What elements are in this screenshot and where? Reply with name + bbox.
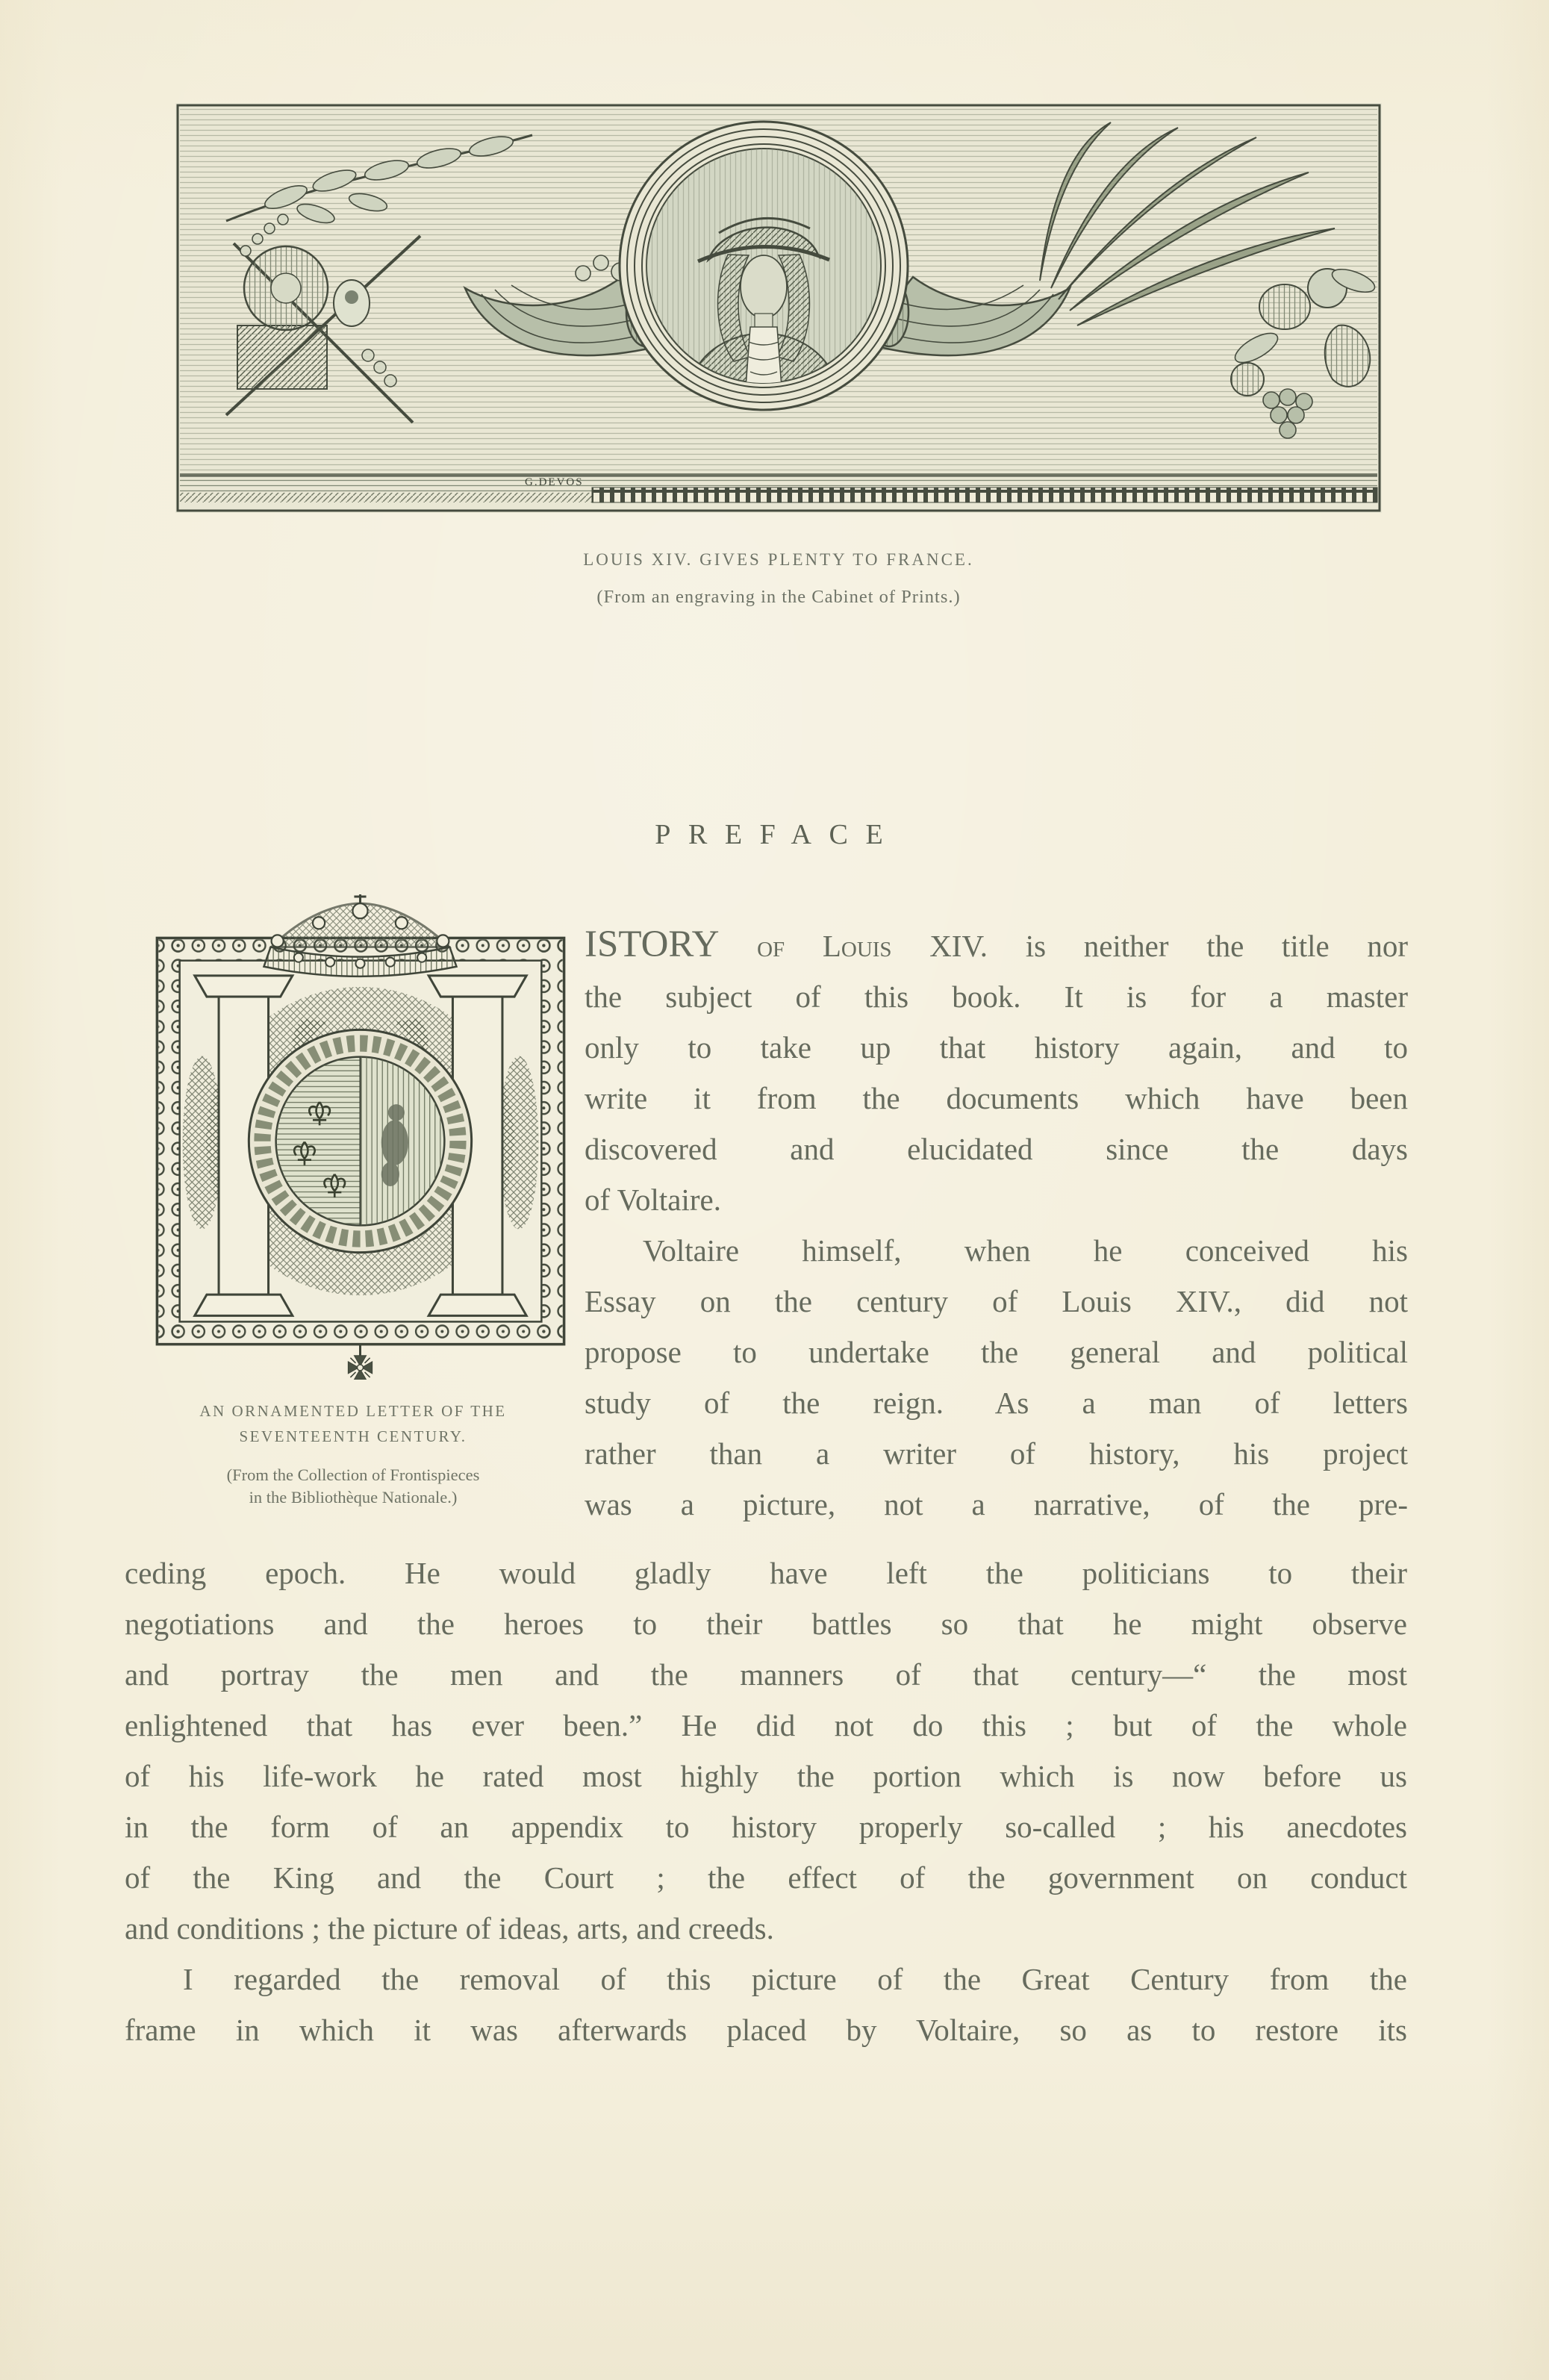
text-line: only to take up that history again, and to (585, 1030, 1408, 1065)
text-line: was a picture, not a narrative, of the pre- (585, 1487, 1408, 1521)
text-line: study of the reign. As a man of letters (585, 1386, 1408, 1420)
engraving-caption-source: (From an engraving in the Cabinet of Prints.) (596, 587, 961, 607)
text-line: frame in which it was afterwards placed by Voltaire, so as to restore its (125, 2013, 1407, 2047)
engraving-image (174, 102, 1383, 514)
text-line: ceding epoch. He would gladly have left the politicians to their (125, 1556, 1407, 1590)
initial-caption-line2: SEVENTEENTH CENTURY. (239, 1427, 467, 1445)
text-line: ISTORY of Louis XIV. is neither the title nor (585, 923, 1409, 965)
body-text-column (585, 919, 1408, 1530)
text-line: negotiations and the heroes to their battles so that he might observe (125, 1607, 1407, 1641)
text-line: of the King and the Court ; the effect of the government on conduct (125, 1860, 1407, 1895)
initial-caption (110, 1402, 596, 1507)
engraver-signature: G.DEVOS (525, 476, 584, 488)
ornamental-initial-h (148, 894, 573, 1380)
text-line: enlightened that has ever been.” He did not do this ; but of the whole (125, 1708, 1407, 1742)
text-line: and portray the men and the manners of that century—“ the most (125, 1657, 1407, 1692)
initial-wreath (249, 1029, 471, 1252)
initial-letter-image (148, 894, 573, 1380)
order-cross-icon (348, 1345, 372, 1380)
text-line: rather than a writer of history, his project (585, 1436, 1408, 1471)
text-line: Essay on the century of Louis XIV., did not (585, 1284, 1408, 1318)
text-line: discovered and elucidated since the days (585, 1132, 1408, 1166)
page-title: PREFACE (655, 819, 901, 850)
crown-icon (264, 894, 457, 976)
text-line: the subject of this book. It is for a master (585, 979, 1408, 1014)
engraving-caption-title: LOUIS XIV. GIVES PLENTY TO FRANCE. (583, 550, 974, 569)
louis-xiv-engraving (174, 102, 1383, 514)
text-line: I regarded the removal of this picture of the Great Century from the (183, 1962, 1407, 1996)
initial-caption-line3: (From the Collection of Frontispieces (226, 1465, 480, 1484)
text-line: of Voltaire. (585, 1183, 721, 1217)
text-line: propose to undertake the general and political (585, 1335, 1408, 1369)
text-line: in the form of an appendix to history properly so-called ; his anecdotes (125, 1810, 1407, 1844)
ledge (180, 473, 1377, 502)
text-line: write it from the documents which have been (585, 1081, 1408, 1115)
text-line: and conditions ; the picture of ideas, arts, and creeds. (125, 1911, 774, 1946)
text-line: of his life-work he rated most highly the portion which is now before us (125, 1759, 1407, 1793)
text-line: Voltaire himself, when he conceived his (643, 1233, 1408, 1268)
body-text-full (125, 1548, 1407, 2055)
initial-caption-line4: in the Bibliothèque Nationale.) (249, 1488, 458, 1507)
medallion-portrait (620, 122, 908, 410)
initial-caption-line1: AN ORNAMENTED LETTER OF THE (199, 1402, 507, 1420)
